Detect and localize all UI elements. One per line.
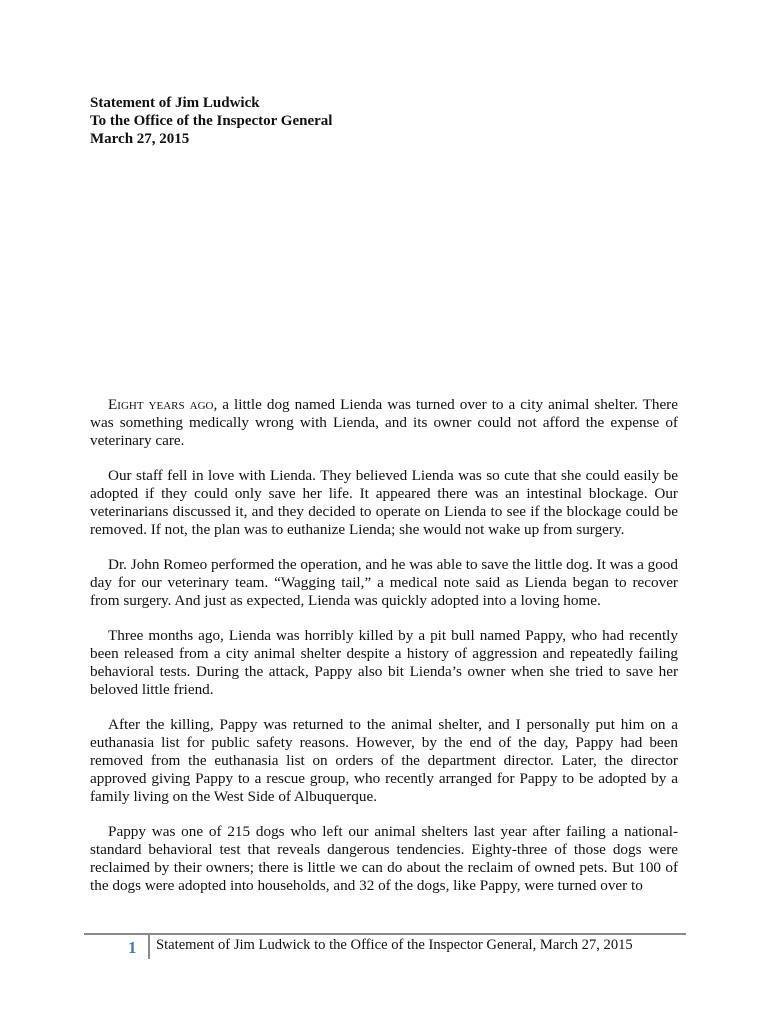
header-recipient: To the Office of the Inspector General [90,113,333,129]
paragraph-4: Three months ago, Lienda was horribly killed by a pit bull named Pappy, who had recently been released from a city animal shelter despite a history of aggression and repeatedly failing behavioral tests. During the attack, Pappy also bit Lienda’s owner when she tried to save her beloved little friend. [90,627,678,698]
paragraph-1 [90,396,678,449]
paragraph-3: Dr. John Romeo performed the operation, and he was able to save the little dog. It was a good day for our veterinary team. “Wagging tail,” a medical note said as Lienda began to recover from surgery. And just as expected, Lienda was quickly adopted into a loving home. [90,556,678,609]
page-footer [84,933,686,963]
paragraph-lead: Eight years ago [108,396,214,413]
footer-rule [84,933,686,935]
footer-text: Statement of Jim Ludwick to the Office of the Inspector General, March 27, 2015 [156,937,633,953]
document-header [90,94,332,148]
header-title: Statement of Jim Ludwick [90,95,260,111]
footer-divider [148,935,150,959]
paragraph-5: After the killing, Pappy was returned to the animal shelter, and I personally put him on a euthanasia list for public safety reasons. However, by the end of the day, Pappy had been removed from the euthanasia list on orders of the department director. Later, the director approved giving Pappy to a rescue group, who recently arranged for Pappy to be adopted by a family living on the West Side of Albuquerque. [90,716,678,805]
paragraph-1-text: , a little dog named Lienda was turned over to a city animal shelter. There was something medically wrong with Lienda, and its owner could not afford the expense of veterinary care. [90,396,678,449]
document-body [90,396,678,912]
page-number: 1 [128,938,137,957]
paragraph-6: Pappy was one of 215 dogs who left our animal shelters last year after failing a national-standard behavioral test that reveals dangerous tendencies. Eighty-three of those dogs were reclaimed by their owners; there is little we can do about the reclaim of owned pets. But 100 of the dogs were adopted into households, and 32 of the dogs, like Pappy, were turned over to [90,823,678,894]
header-date: March 27, 2015 [90,131,190,147]
paragraph-2: Our staff fell in love with Lienda. They believed Lienda was so cute that she could easily be adopted if they could only save her life. It appeared there was an intestinal blockage. Our veterinarians discussed it, and they decided to operate on Lienda to see if the blockage could be removed. If not, the plan was to euthanize Lienda; she would not wake up from surgery. [90,467,678,538]
